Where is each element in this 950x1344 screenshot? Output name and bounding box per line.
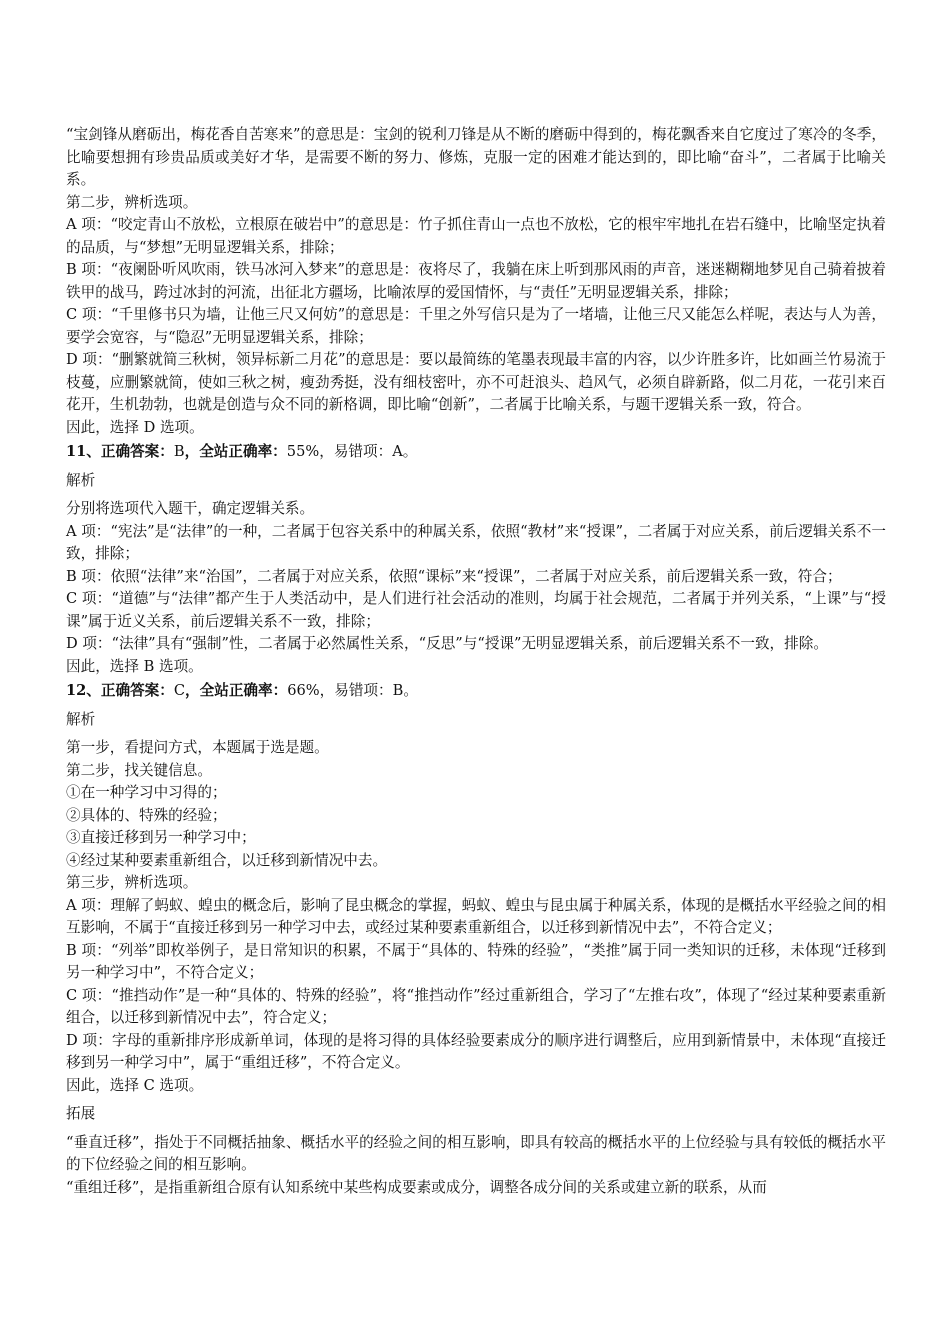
option-d-analysis: D 项：字母的重新排序形成新单词，体现的是将习得的具体经验要素成分的顺序进行调整后，应用到新情景中，未体现“直接迁移到另一种学习中”，属于“重组迁移”，不符合定义。 bbox=[66, 1031, 886, 1071]
option-a-analysis: A 项：“宪法”是“法律”的一种，二者属于包容关系中的种属关系，依照“教材”来“授课”，二者属于对应关系，前后逻辑关系不一致，排除； bbox=[66, 522, 886, 562]
correct-answer: C bbox=[173, 682, 186, 699]
answer-label: 11、正确答案： bbox=[66, 443, 174, 460]
analysis-label: 解析 bbox=[66, 471, 96, 489]
analysis-paragraph: 分别将选项代入题干，确定逻辑关系。 bbox=[66, 500, 315, 517]
analysis-step: 第一步，看提问方式，本题属于选是题。 bbox=[66, 739, 329, 756]
question-11-header bbox=[66, 441, 886, 464]
common-wrong-option: ，易错项：A。 bbox=[319, 443, 418, 460]
option-c-analysis: C 项：“道德”与“法律”都产生于人类活动中，是人们进行社会活动的准则，均属于社会规范，二者属于并列关系，“上课”与“授课”属于近义关系，前后逻辑关系不一致，排除； bbox=[66, 590, 886, 630]
correct-answer: B bbox=[173, 443, 185, 460]
key-info-item: ②具体的、特殊的经验； bbox=[66, 806, 227, 824]
option-b-analysis: B 项：依照“法律”来“治国”，二者属于对应关系，依照“课标”来“授课”，二者属于对应关系，前后逻辑关系一致，符合； bbox=[66, 567, 842, 585]
analysis-step: 第二步，找关键信息。 bbox=[66, 761, 212, 779]
conclusion: 因此，选择 D 选项。 bbox=[66, 418, 204, 436]
question-11 bbox=[66, 441, 886, 678]
common-wrong-option: ，易错项：B。 bbox=[319, 682, 418, 699]
document-page bbox=[66, 124, 886, 1199]
analysis-step: 第二步，辨析选项。 bbox=[66, 193, 198, 211]
previous-question-analysis bbox=[66, 124, 886, 439]
key-info-item: ④经过某种要素重新组合，以迁移到新情况中去。 bbox=[66, 851, 388, 869]
option-a-analysis: A 项：“咬定青山不放松，立根原在破岩中”的意思是：竹子抓住青山一点也不放松，它的根牢牢地扎在岩石缝中，比喻坚定执着的品质，与“梦想”无明显逻辑关系，排除； bbox=[66, 216, 886, 256]
extension-paragraph: “垂直迁移”，指处于不同概括抽象、概括水平的经验之间的相互影响，即具有较高的概括水平的上位经验与具有较低的概括水平的下位经验之间的相互影响。 bbox=[66, 1133, 886, 1173]
answer-label: 12、正确答案： bbox=[66, 682, 174, 699]
option-d-analysis: D 项：“删繁就简三秋树，领异标新二月花”的意思是：要以最简练的笔墨表现最丰富的内容，以少许胜多许，比如画兰竹易流于枝蔓，应删繁就简，使如三秋之树，瘦劲秀挺，没有细枝密叶，亦不可赶浪头、趋风气，必须自辟新路，似二月花，一花引来百花开，生机勃勃，也就是创造与众不同的新格调，即比喻“创新”，二者属于比喻关系，与题干逻辑关系一致，符合。 bbox=[66, 351, 886, 413]
conclusion: 因此，选择 B 选项。 bbox=[66, 657, 203, 675]
conclusion: 因此，选择 C 选项。 bbox=[66, 1076, 204, 1094]
key-info-item: ③直接迁移到另一种学习中； bbox=[66, 829, 256, 846]
analysis-label: 解析 bbox=[66, 710, 96, 728]
accuracy-label: ，全站正确率： bbox=[185, 682, 288, 699]
option-a-analysis: A 项：理解了蚂蚁、蝗虫的概念后，影响了昆虫概念的掌握，蚂蚁、蝗虫与昆虫属于种属关系，体现的是概括水平经验之间的相互影响，不属于“直接迁移到另一种学习中去，或经过某种要素重新组合，以迁移到新情况中去”，不符合定义； bbox=[66, 896, 886, 936]
extension-label: 拓展 bbox=[66, 1105, 96, 1122]
option-c-analysis: C 项：“千里修书只为墙，让他三尺又何妨”的意思是：千里之外写信只是为了一堵墙，让他三尺又能怎么样呢，表达与人为善，要学会宽容，与“隐忍”无明显逻辑关系，排除； bbox=[66, 306, 886, 346]
option-b-analysis: B 项：“夜阑卧听风吹雨，铁马冰河入梦来”的意思是：夜将尽了，我躺在床上听到那风雨的声音，迷迷糊糊地梦见自己骑着披着铁甲的战马，跨过冰封的河流，出征北方疆场，比喻浓厚的爱国情怀，与“责任”无明显逻辑关系，排除； bbox=[66, 261, 886, 301]
accuracy-rate: 66% bbox=[287, 682, 320, 699]
option-c-analysis: C 项：“推挡动作”是一种“具体的、特殊的经验”，将“推挡动作”经过重新组合，学习了“左推右攻”，体现了“经过某种要素重新组合，以迁移到新情况中去”，符合定义； bbox=[66, 986, 886, 1026]
analysis-paragraph: “宝剑锋从磨砺出，梅花香自苦寒来”的意思是：宝剑的锐利刀锋是从不断的磨砺中得到的，梅花飘香来自它度过了寒冷的冬季，比喻要想拥有珍贵品质或美好才华，是需要不断的努力、修炼，克服一定的困难才能达到的，即比喻“奋斗”，二者属于比喻关系。 bbox=[66, 126, 886, 188]
key-info-item: ①在一种学习中习得的； bbox=[66, 784, 227, 801]
option-b-analysis: B 项：“列举”即枚举例子，是日常知识的积累，不属于“具体的、特殊的经验”，“类推”属于同一类知识的迁移，未体现“迁移到另一种学习中”，不符合定义； bbox=[66, 941, 886, 981]
accuracy-rate: 55% bbox=[286, 443, 320, 460]
accuracy-label: ，全站正确率： bbox=[184, 443, 287, 460]
question-12 bbox=[66, 680, 886, 1199]
question-12-header bbox=[66, 680, 886, 703]
option-d-analysis: D 项：“法律”具有“强制”性，二者属于必然属性关系，“反思”与“授课”无明显逻辑关系，前后逻辑关系不一致，排除。 bbox=[66, 635, 828, 652]
extension-paragraph: “重组迁移”，是指重新组合原有认知系统中某些构成要素或成分，调整各成分间的关系或建立新的联系，从而 bbox=[66, 1178, 767, 1196]
analysis-step: 第三步，辨析选项。 bbox=[66, 874, 198, 891]
